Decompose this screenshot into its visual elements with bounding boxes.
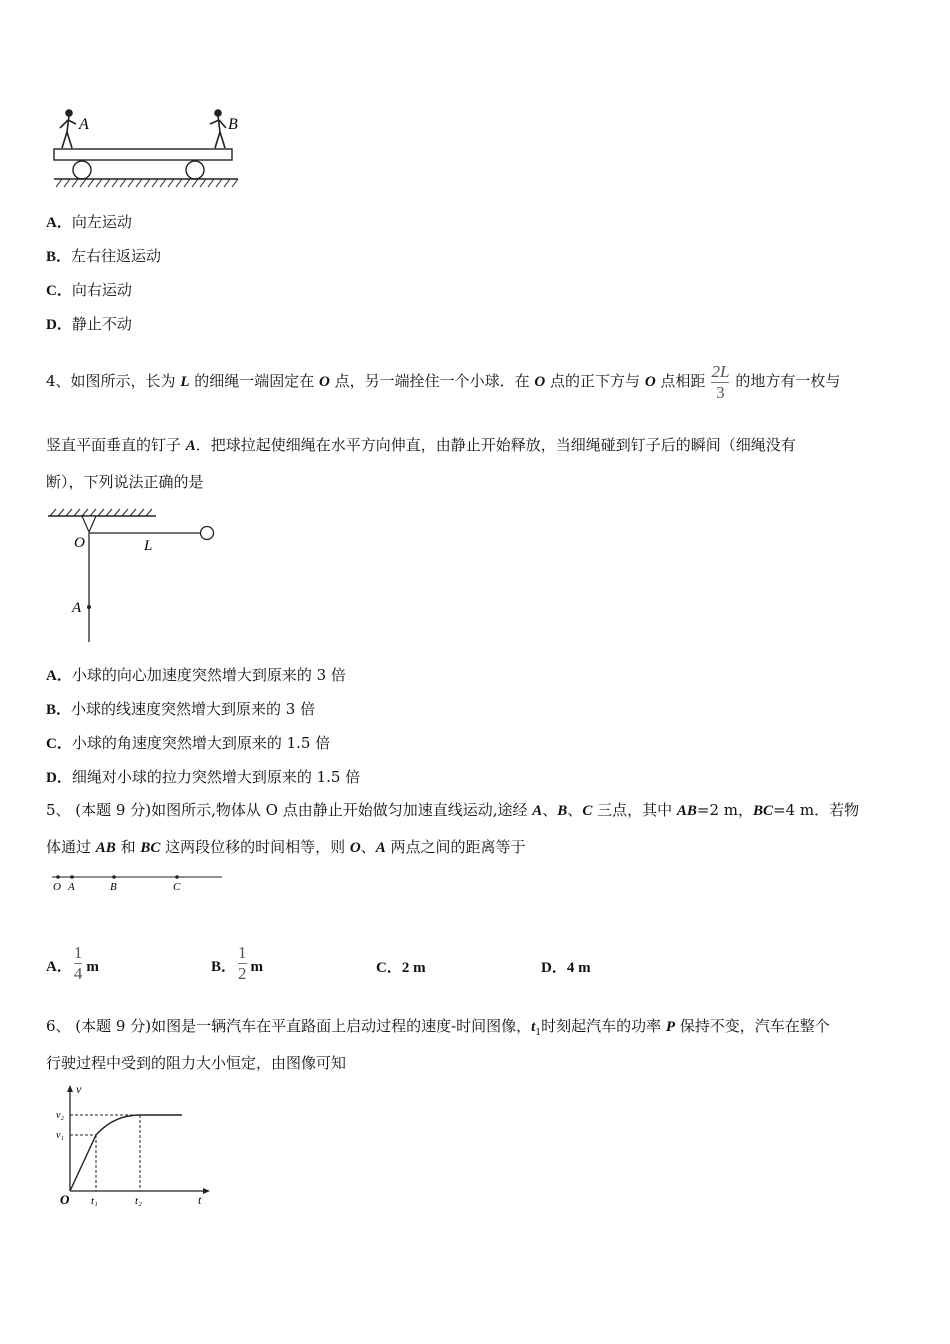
v-axis-label: v <box>76 1083 82 1096</box>
q5-option-d: D．4 m <box>541 960 591 976</box>
segment-figure <box>48 868 228 896</box>
q4-option-a: A．小球的向心加速度突然增大到原来的 3 倍 <box>46 666 346 684</box>
ground-hatching <box>56 179 238 187</box>
label-o: O <box>53 881 61 893</box>
label-l: L <box>144 538 153 554</box>
point-c <box>175 875 179 879</box>
label-a: A <box>79 116 89 133</box>
q5-stem-line-1: 5、 (本题 9 分)如图所示,物体从 O 点由静止开始做匀加速直线运动,途经 A、B、C 三点，其中 AB=2 m，BC=4 m．若物 <box>46 801 860 819</box>
v1-label: v₁ <box>56 1130 64 1141</box>
origin-label: O <box>60 1192 70 1207</box>
velocity-curve <box>70 1115 182 1191</box>
nail-point <box>87 605 91 609</box>
pivot-support <box>82 516 96 532</box>
q6-stem-line-1: 6、 (本题 9 分)如图是一辆汽车在平直路面上启动过程的速度-时间图像，$t_1$时刻起汽车的功率 P 保持不变，汽车在整个 <box>46 1017 830 1038</box>
q5-option-c: C．2 m <box>376 960 426 976</box>
person-b-figure <box>210 110 226 148</box>
q3-option-a: A．向左运动 <box>46 213 132 231</box>
q3-option-c: C．向右运动 <box>46 281 132 299</box>
t2-label: t₂ <box>135 1195 142 1207</box>
label-a: A <box>68 881 75 893</box>
q6-stem-line-2: 行驶过程中受到的阻力大小恒定，由图像可知 <box>46 1054 347 1072</box>
point-b <box>112 875 116 879</box>
q4-stem-line-1: 4、如图所示，长为 L 的细绳一端固定在 O 点，另一端拴住一个小球．在 O 点的正下方与 O 点相距 $\frac{2L}{3}$ 的地方有一枚与 <box>46 361 841 402</box>
cart-platform <box>54 149 232 160</box>
q4-fraction: $\frac{2L}{3}$ <box>711 361 730 402</box>
q4-option-b: B．小球的线速度突然增大到原来的 3 倍 <box>46 700 316 718</box>
v2-label: v₂ <box>56 1110 64 1121</box>
t-axis-arrow <box>203 1188 210 1194</box>
cart-wheel-right <box>186 161 204 179</box>
ball <box>201 527 214 540</box>
cart-wheel-left <box>73 161 91 179</box>
q3-option-b: B．左右往返运动 <box>46 247 162 265</box>
pendulum-figure <box>44 506 224 646</box>
label-b: B <box>228 116 238 133</box>
q5-option-a: A． $\frac{1}{4}$ m <box>46 943 99 983</box>
velocity-time-graph <box>54 1083 214 1213</box>
t1-label: t₁ <box>91 1195 98 1207</box>
label-b: B <box>110 881 117 893</box>
t-axis-label: t <box>198 1193 202 1207</box>
label-o: O <box>74 535 85 551</box>
q4-stem-line-3: 断），下列说法正确的是 <box>46 473 204 491</box>
person-a-figure <box>60 110 76 148</box>
cart-figure <box>50 104 245 188</box>
point-o <box>56 875 60 879</box>
q5-option-b: B． $\frac{1}{2}$ m <box>211 943 264 983</box>
v-axis-arrow <box>67 1085 73 1092</box>
q4-option-d: D．细绳对小球的拉力突然增大到原来的 1.5 倍 <box>46 768 361 786</box>
q3-option-d: D．静止不动 <box>46 315 132 333</box>
q4-stem-line-2: 竖直平面垂直的钉子 A．把球拉起使细绳在水平方向伸直，由静止开始释放，当细绳碰到钉子后的瞬间（细绳没有 <box>46 436 796 454</box>
ceiling-hatching <box>50 509 152 516</box>
q4-option-c: C．小球的角速度突然增大到原来的 1.5 倍 <box>46 734 331 752</box>
label-c: C <box>173 881 181 893</box>
label-a-nail: A <box>72 600 82 616</box>
point-a <box>70 875 74 879</box>
q5-stem-line-2: 体通过 AB 和 BC 这两段位移的时间相等，则 O、A 两点之间的距离等于 <box>46 838 526 856</box>
